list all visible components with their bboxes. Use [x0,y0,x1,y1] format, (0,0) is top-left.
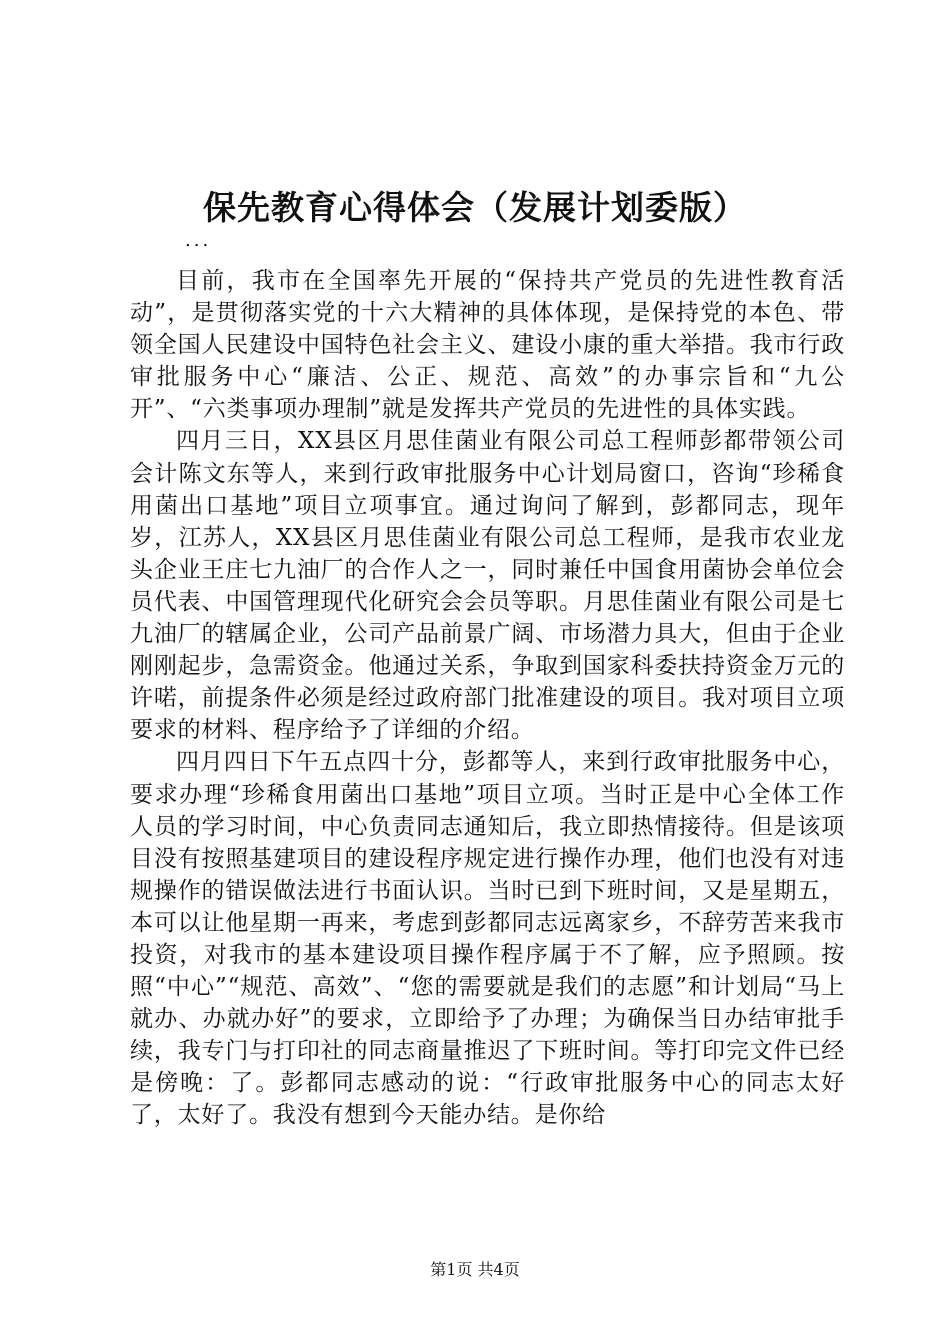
paragraph: 四月三日，XX县区月思佳菌业有限公司总工程师彭都带领公司会计陈文东等人，来到行政审批服务中心计划局窗口，咨询“珍稀食用菌出口基地”项目立项事宜。通过询问了解到，彭都同志，现年岁，江苏人，XX县区月思佳菌业有限公司总工程师，是我市农业龙头企业王庄七九油厂的合作人之一，同时兼任中国食用菌协会单位会员代表、中国管理现代化研究会会员等职。月思佳菌业有限公司是七九油厂的辖属企业，公司产品前景广阔、市场潜力具大，但由于企业刚刚起步，急需资金。他通过关系，争取到国家科委扶持资金万元的许喏，前提条件必须是经过政府部门批准建设的项目。我对项目立项要求的材料、程序给予了详细的介绍。 [130,428,845,744]
document-title: 保先教育心得体会（发展计划委版） [203,188,747,227]
ellipsis-marker: ... [185,230,212,251]
paragraph: 四月四日下午五点四十分，彭都等人，来到行政审批服务中心，要求办理“珍稀食用菌出口基地”项目立项。当时正是中心全体工作人员的学习时间，中心负责同志通知后，我立即热情接待。但是该项目没有按照基建项目的建设程序规定进行操作办理，他们也没有对违规操作的错误做法进行书面认识。当时已到下班时间，又是星期五，本可以让他星期一再来，考虑到彭都同志远离家乡，不辞劳苦来我市投资，对我市的基本建设项目操作程序属于不了解，应予照顾。按照“中心”“规范、高效”、“您的需要就是我们的志愿”和计划局“马上就办、办就办好”的要求，立即给予了办理；为确保当日办结审批手续，我专门与打印社的同志商量推迟了下班时间。等打印完文件已经是傍晚：了。彭都同志感动的说：“行政审批服务中心的同志太好了，太好了。我没有想到今天能办结。是你给 [130,749,845,1129]
page-footer: 第1页 共4页 [430,1260,520,1279]
paragraph: 目前，我市在全国率先开展的“保持共产党员的先进性教育活动”，是贯彻落实党的十六大精神的具体体现，是保持党的本色、带领全国人民建设中国特色社会主义、建设小康的重大举措。我市行政审批服务中心“廉洁、公正、规范、高效”的办事宗旨和“九公开”、“六类事项办理制”就是发挥共产党员的先进性的具体实践。 [130,268,845,423]
document-body [130,265,845,1132]
